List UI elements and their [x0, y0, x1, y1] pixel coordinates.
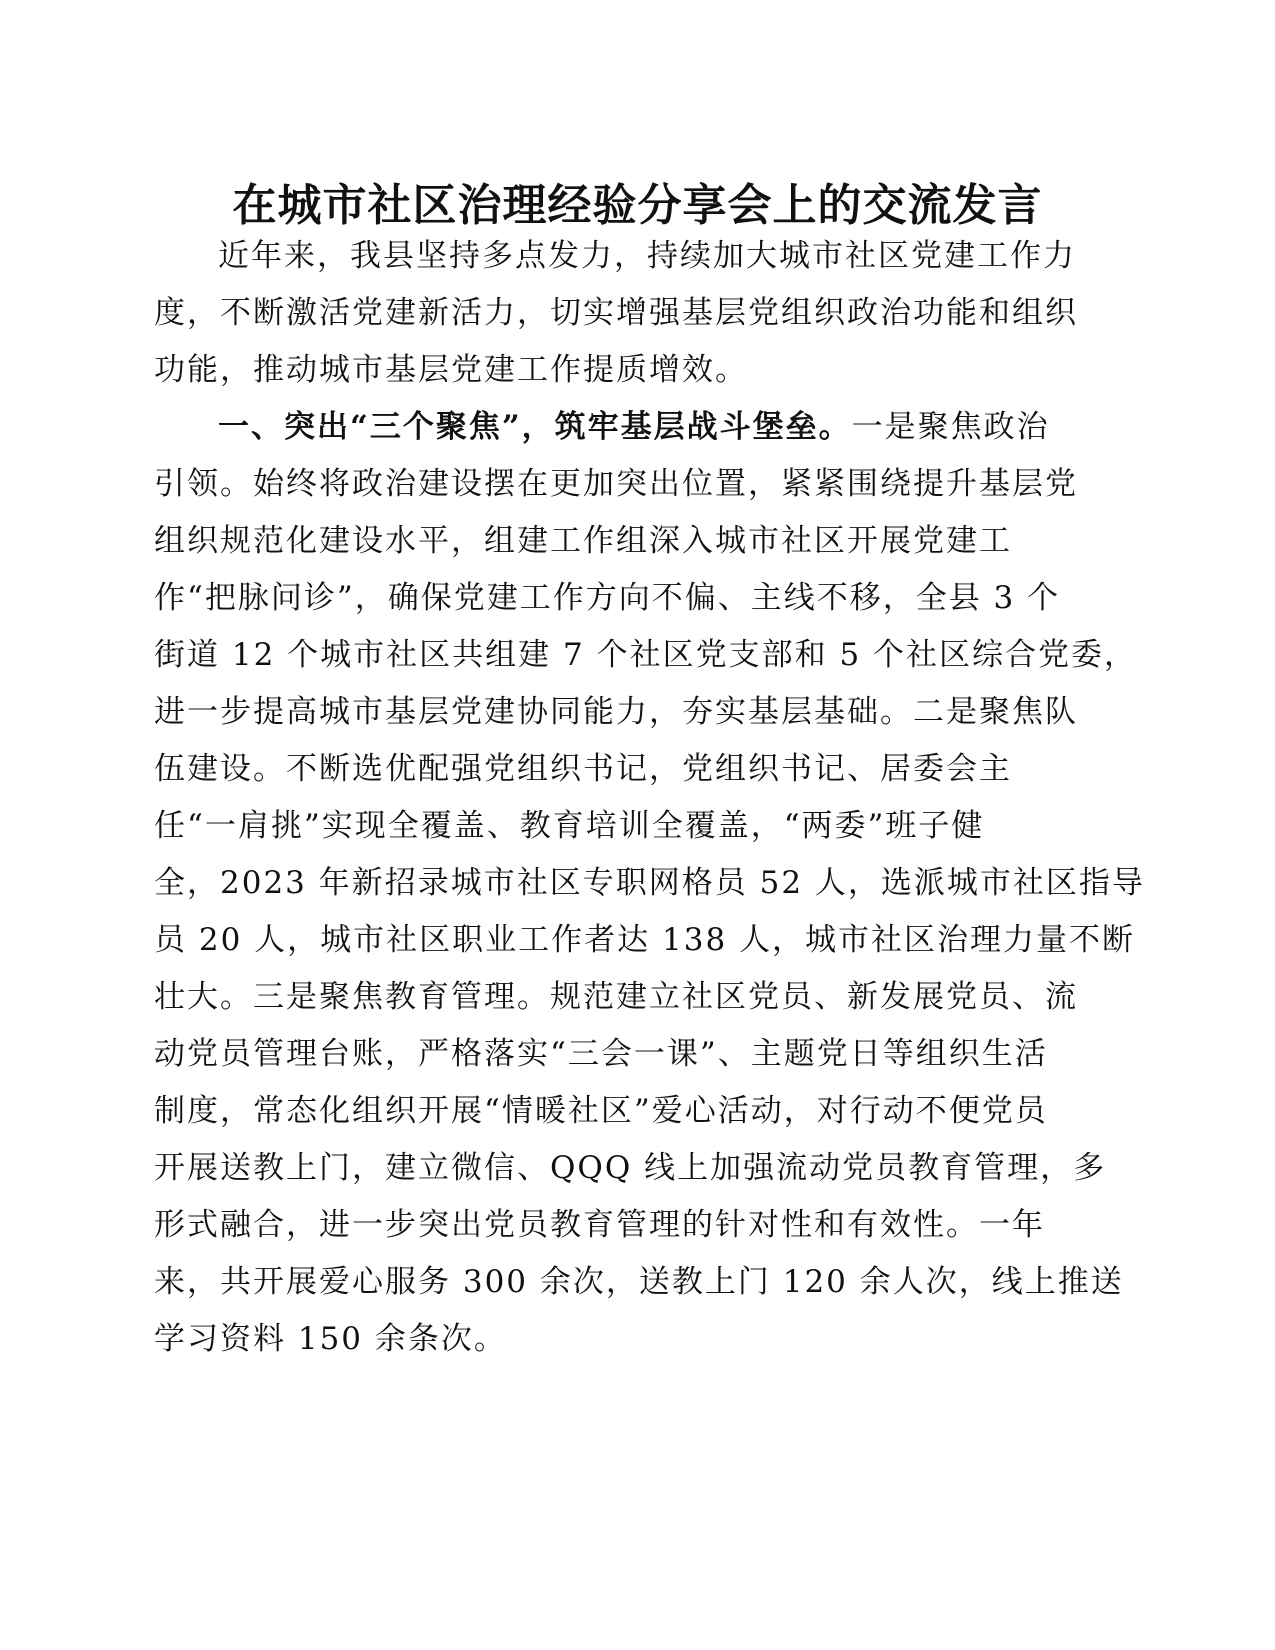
page-title: 在城市社区治理经验分享会上的交流发言: [232, 180, 1043, 231]
paragraph-line: 近年来，我县坚持多点发力，持续加大城市社区党建工作力: [218, 238, 1076, 274]
paragraph-line: 进一步提高城市基层党建协同能力，夯实基层基础。二是聚焦队: [154, 694, 1078, 730]
paragraph-line: 学习资料 150 余条次。: [154, 1321, 507, 1357]
section-heading: 一、突出“三个聚焦”，筑牢基层战斗堡垒。: [218, 409, 852, 445]
paragraph-line: 作“把脉问诊”，确保党建工作方向不偏、主线不移，全县 3 个: [154, 580, 1061, 616]
paragraph-line: 引领。始终将政治建设摆在更加突出位置，紧紧围绕提升基层党: [154, 466, 1078, 502]
paragraph-line: 来，共开展爱心服务 300 余次，送教上门 120 余人次，线上推送: [154, 1264, 1124, 1300]
section-heading-line: [154, 399, 1104, 456]
paragraph-line: 员 20 人，城市社区职业工作者达 138 人，城市社区治理力量不断: [154, 922, 1136, 958]
paragraph-line: 任“一肩挑”实现全覆盖、教育培训全覆盖，“两委”班子健: [154, 808, 985, 844]
paragraph-line: 伍建设。不断选优配强党组织书记，党组织书记、居委会主: [154, 751, 1012, 787]
paragraph-line: 动党员管理台账，严格落实“三会一课”、主题党日等组织生活: [154, 1036, 1048, 1072]
paragraph-line: 制度，常态化组织开展“情暖社区”爱心活动，对行动不便党员: [154, 1093, 1048, 1129]
paragraph-line: 组织规范化建设水平，组建工作组深入城市社区开展党建工: [154, 523, 1012, 559]
paragraph-line: 度，不断激活党建新活力，切实增强基层党组织政治功能和组织: [154, 295, 1078, 331]
paragraph-line: 壮大。三是聚焦教育管理。规范建立社区党员、新发展党员、流: [154, 979, 1078, 1015]
paragraph-line: 开展送教上门，建立微信、QQQ 线上加强流动党员教育管理，多: [154, 1150, 1107, 1186]
paragraph-line: 形式融合，进一步突出党员教育管理的针对性和有效性。一年: [154, 1207, 1045, 1243]
paragraph-line: 全，2023 年新招录城市社区专职网格员 52 人，选派城市社区指导: [154, 865, 1145, 901]
paragraph-line: 街道 12 个城市社区共组建 7 个社区党支部和 5 个社区综合党委，: [154, 637, 1138, 673]
document-body: [154, 228, 1145, 1368]
paragraph-text: 一是聚焦政治: [851, 409, 1050, 445]
paragraph-line: 功能，推动城市基层党建工作提质增效。: [154, 352, 748, 388]
